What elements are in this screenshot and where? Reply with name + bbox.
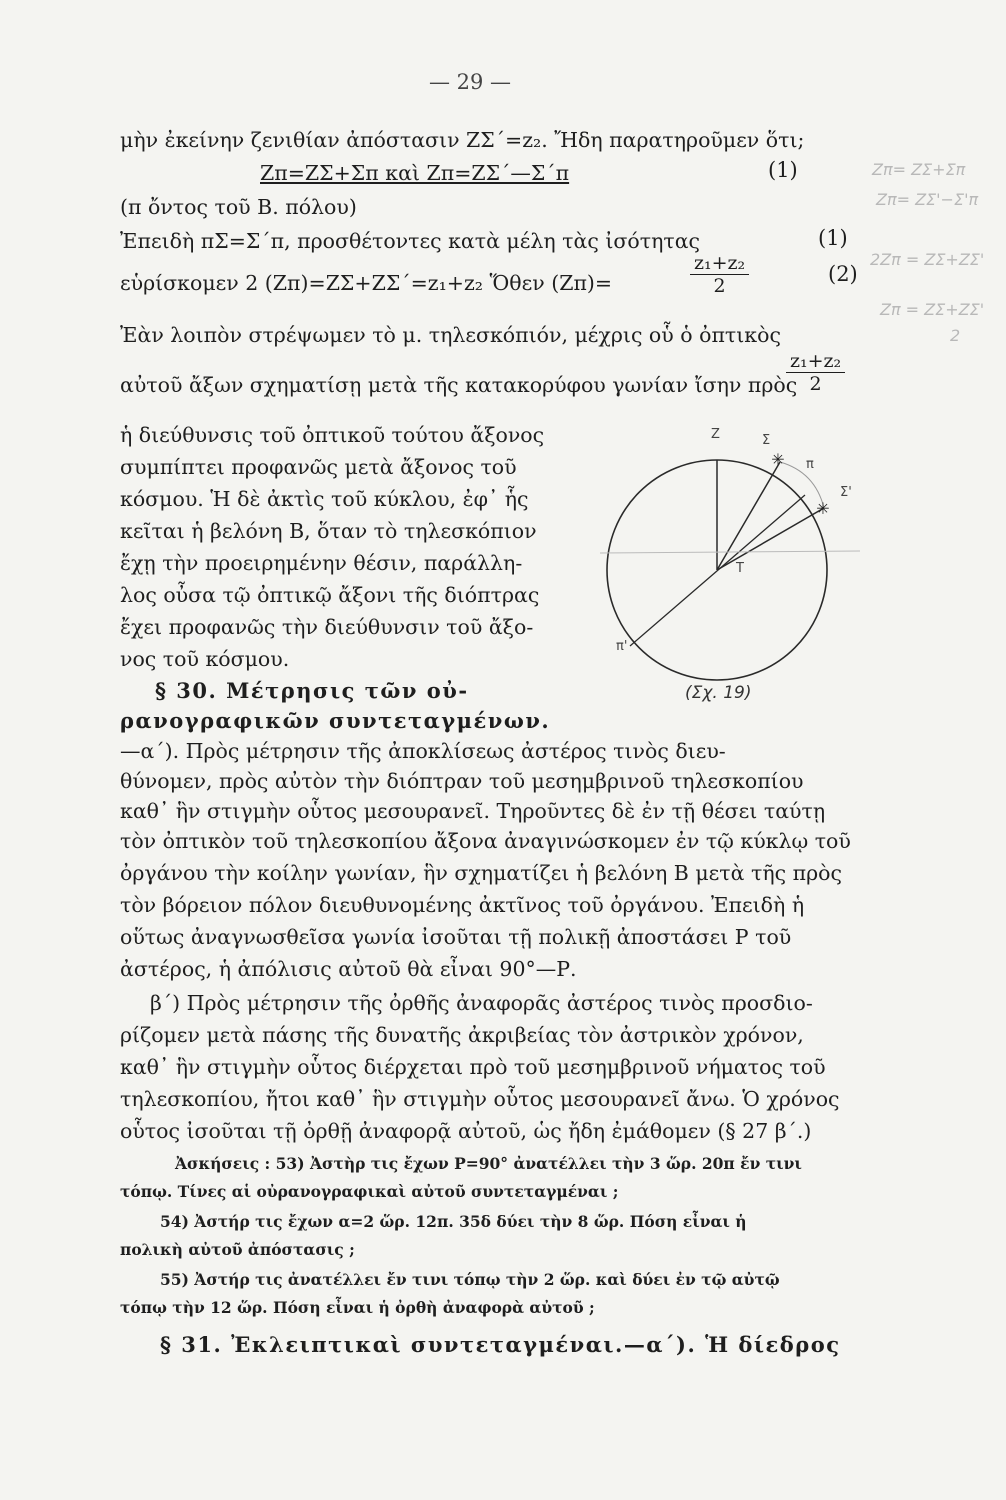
text-line-13: λος οὖσα τῷ ὀπτικῷ ἄξονι τῆς διόπτρας <box>120 583 540 607</box>
page-number: — 29 — <box>428 70 512 94</box>
text-line-26: β΄) Πρὸς μέτρησιν τῆς ὀρθῆς ἀναφορᾶς ἀστέρος τινὸς προσδιο- <box>150 991 813 1015</box>
text-line-18: —α΄). Πρὸς μέτρησιν τῆς ἀποκλίσεως ἀστέρος τινὸς διευ- <box>120 739 726 763</box>
fraction-z1z2-over-2-b <box>786 350 845 395</box>
text-line-30: οὗτος ἰσοῦται τῇ ὀρθῇ ἀναφορᾷ αὐτοῦ, ὡς ἤδη ἐμάθομεν (§ 27 β΄.) <box>120 1119 812 1143</box>
formula-1: Ζπ=ΖΣ+Σπ καὶ Ζπ=ΖΣ΄—Σ΄π <box>260 161 570 185</box>
exercise-55-cont: τόπῳ τὴν 12 ὥρ. Πόση εἶναι ἡ ὀρθὴ ἀναφορὰ αὐτοῦ ; <box>120 1298 595 1317</box>
text-line-15: νος τοῦ κόσμου. <box>120 647 290 671</box>
equation-number-1: (1) <box>768 158 798 182</box>
text-line-4: Ἐπειδὴ πΣ=Σ΄π, προσθέτοντες κατὰ μέλη τὰς ἰσότητας <box>120 229 701 253</box>
fraction-z1z2-over-2 <box>690 252 749 297</box>
text-line-27: ρίζομεν μετὰ πάσης τῆς δυνατῆς ἀκριβείας τὸν ἀστρικὸν χρόνον, <box>120 1023 804 1047</box>
text-line-7: αὐτοῦ ἄξων σχηματίσῃ μετὰ τῆς κατακορύφου γωνίαν ἴσην πρὸς <box>120 373 798 397</box>
margin-note-3: 2Zπ = ZΣ+ZΣ' <box>870 250 985 269</box>
label-pi: π <box>806 457 814 472</box>
section-30-heading-cont: ρανογραφικῶν συντεταγμένων. <box>120 708 551 733</box>
text-line-8: ἡ διεύθυνσις τοῦ ὀπτικοῦ τούτου ἄξονος <box>120 423 545 447</box>
fraction-numerator-b: z₁+z₂ <box>786 350 845 373</box>
text-line-22: ὀργάνου τὴν κοίλην γωνίαν, ἣν σχηματίζει ἡ βελόνη Β μετὰ τῆς πρὸς <box>120 861 842 885</box>
label-pi-prime: π' <box>616 639 628 654</box>
fraction-denominator-b: 2 <box>809 373 822 395</box>
text-line-12: ἔχῃ τὴν προειρημένην θέσιν, παράλλη- <box>120 551 523 575</box>
text-line-11: κεῖται ἡ βελόνη Β, ὅταν τὸ τηλεσκόπιον <box>120 519 537 543</box>
text-line-14: ἔχει προφανῶς τὴν διεύθυνσιν τοῦ ἄξο- <box>120 615 534 639</box>
star-sigma-prime-icon: ✳ <box>816 499 830 518</box>
radius-to-sigma-prime <box>717 508 824 570</box>
equation-number-2: (2) <box>828 262 858 286</box>
label-sigma-prime: Σ' <box>840 485 852 500</box>
label-Z: Z <box>711 427 720 442</box>
text-line-19: θύνομεν, πρὸς αὐτὸν τὴν διόπτραν τοῦ μεσημβρινοῦ τηλεσκοπίου <box>120 769 804 793</box>
margin-note-4: Zπ = ZΣ+ZΣ' <box>880 300 985 319</box>
fraction-denominator: 2 <box>713 275 726 297</box>
figure-19-circle-diagram <box>600 410 860 710</box>
fraction-numerator: z₁+z₂ <box>690 252 749 275</box>
text-line-21: τὸν ὀπτικὸν τοῦ τηλεσκοπίου ἄξονα ἀναγινώσκομεν ἐν τῷ κύκλῳ τοῦ <box>120 829 851 853</box>
exercise-53-cont: τόπῳ. Τίνες αἱ οὐρανογραφικαὶ αὐτοῦ συντεταγμέναι ; <box>120 1182 619 1201</box>
label-sigma: Σ <box>762 433 771 448</box>
text-line-6: Ἐὰν λοιπὸν στρέψωμεν τὸ μ. τηλεσκόπιόν, μέχρις οὗ ὁ ὀπτικὸς <box>120 323 781 347</box>
exercise-54: 54) Ἀστήρ τις ἔχων α=2 ὥρ. 12π. 35δ δύει τὴν 8 ὥρ. Πόση εἶναι ἡ <box>160 1212 747 1231</box>
text-line-29: τηλεσκοπίου, ἤτοι καθ᾽ ἣν στιγμὴν οὗτος μεσουρανεῖ ἄνω. Ὁ χρόνος <box>120 1087 840 1111</box>
text-line-23: τὸν βόρειον πόλον διευθυνομένης ἀκτῖνος τοῦ ὀργάνου. Ἐπειδὴ ἡ <box>120 893 805 917</box>
exercise-54-cont: πολικὴ αὐτοῦ ἀπόστασις ; <box>120 1240 355 1259</box>
text-line-28: καθ᾽ ἣν στιγμὴν οὗτος διέρχεται πρὸ τοῦ μεσημβρινοῦ νήματος τοῦ <box>120 1055 826 1079</box>
text-line-1: μὴν ἐκείνην ζενιθίαν ἀπόστασιν ΖΣ΄=z₂. Ἤδη παρατηροῦμεν ὅτι; <box>120 128 805 152</box>
section-30-heading: § 30. Μέτρησις τῶν οὐ- <box>155 678 469 703</box>
exercise-53: Ἀσκήσεις : 53) Ἀστὴρ τις ἔχων Ρ=90° ἀνατέλλει τὴν 3 ὥρ. 20π ἔν τινι <box>175 1154 802 1173</box>
star-sigma-icon: ✳ <box>771 450 785 469</box>
text-line-25: ἀστέρος, ἡ ἀπόλισις αὐτοῦ θὰ εἶναι 90°—Ρ. <box>120 957 577 981</box>
pencil-horizontal-line <box>600 551 860 553</box>
radius-to-sigma <box>717 462 780 570</box>
label-T: T <box>736 561 744 576</box>
margin-note-4-denominator: 2 <box>950 326 961 345</box>
text-line-20: καθ᾽ ἣν στιγμὴν οὗτος μεσουρανεῖ. Τηροῦντες δὲ ἐν τῇ θέσει ταύτῃ <box>120 799 826 823</box>
equation-number-1-ref: (1) <box>818 226 848 250</box>
text-line-3: (π ὄντος τοῦ Β. πόλου) <box>120 195 357 219</box>
exercise-55: 55) Ἀστήρ τις ἀνατέλλει ἔν τινι τόπῳ τὴν 2 ὥρ. καὶ δύει ἐν τῷ αὐτῷ <box>160 1270 780 1289</box>
margin-note-1: Zπ= ZΣ+Σπ <box>872 160 966 179</box>
formula-2: εὑρίσκομεν 2 (Ζπ)=ΖΣ+ΖΣ΄=z₁+z₂ Ὅθεν (Ζπ)= <box>120 271 613 295</box>
text-line-10: κόσμου. Ἡ δὲ ἀκτὶς τοῦ κύκλου, ἐφ᾽ ἧς <box>120 487 529 511</box>
text-line-9: συμπίπτει προφανῶς μετὰ ἄξονος τοῦ <box>120 455 517 479</box>
section-31-heading: § 31. Ἐκλειπτικαὶ συντεταγμέναι.—α΄). Ἡ δίεδρος <box>160 1332 841 1357</box>
figure-caption: (Σχ. 19) <box>685 683 752 703</box>
text-line-24: οὕτως ἀναγνωσθεῖσα γωνία ἰσοῦται τῇ πολικῇ ἀποστάσει Ρ τοῦ <box>120 925 792 949</box>
margin-note-2: Zπ= ZΣ'−Σ'π <box>876 190 979 209</box>
